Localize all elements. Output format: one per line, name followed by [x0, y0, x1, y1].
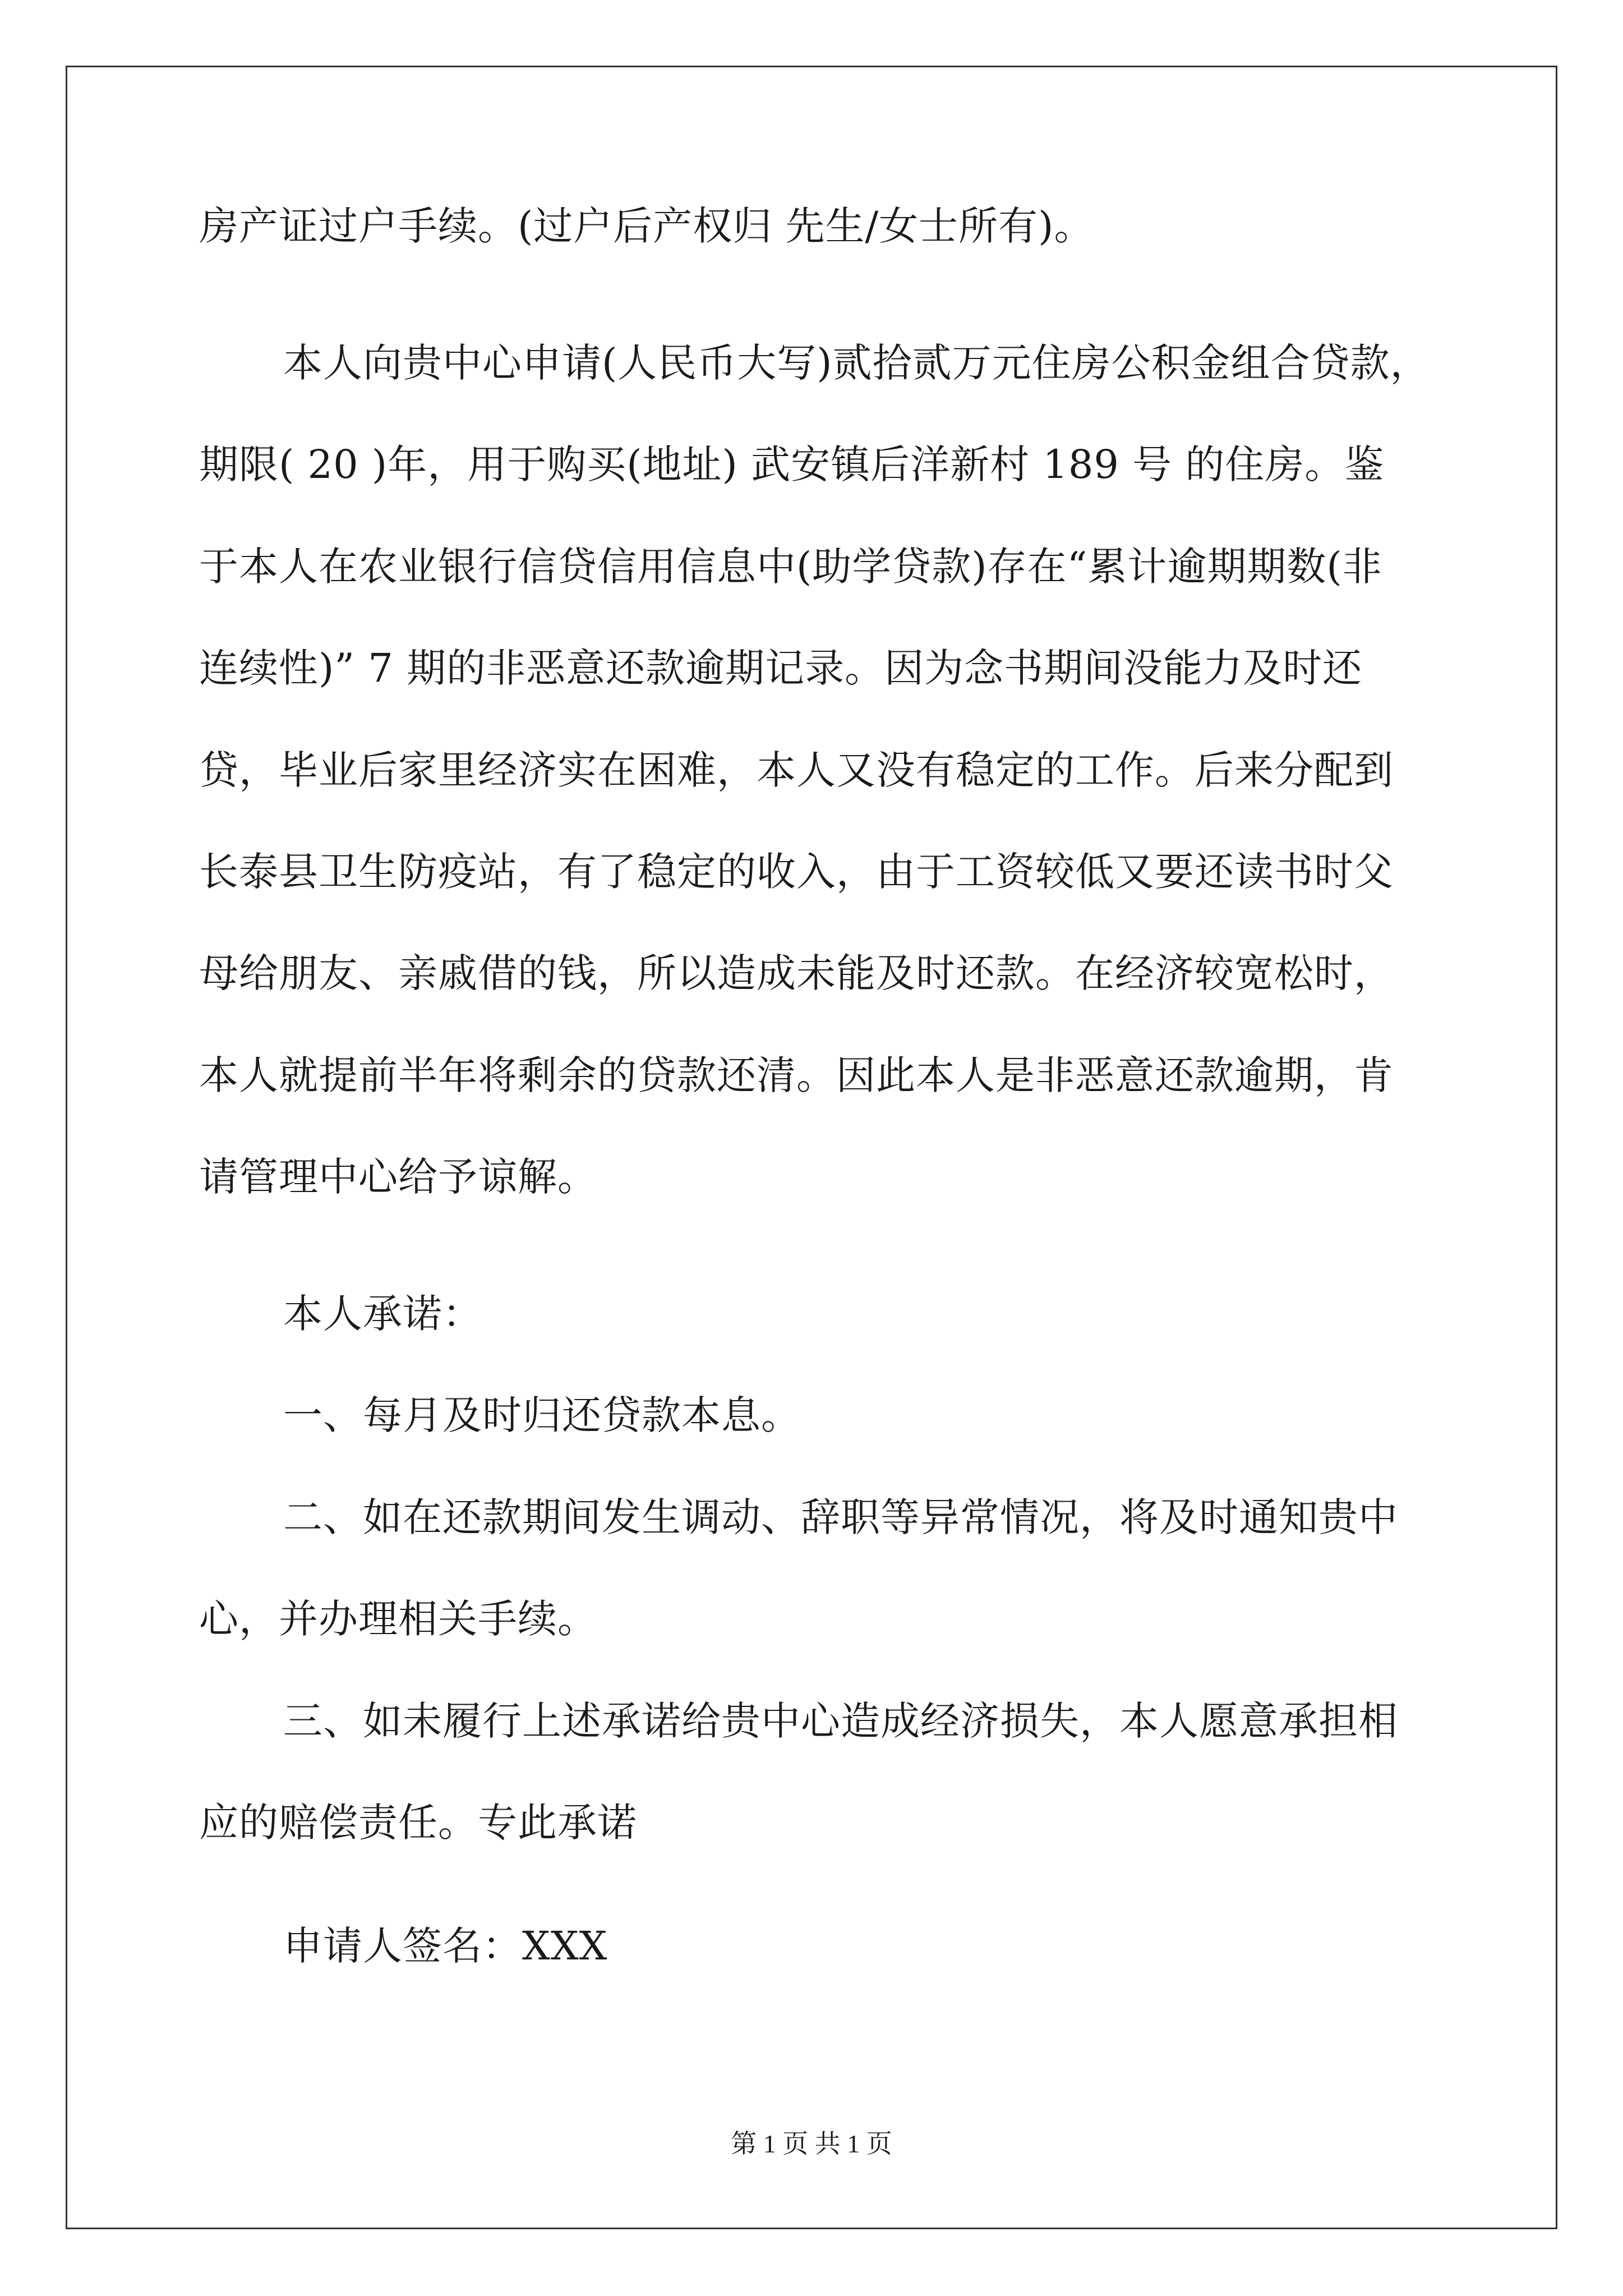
text-line: 本人就提前半年将剩余的贷款还清。因此本人是非恶意还款逾期，肯	[199, 1052, 1394, 1098]
page-number: 第 1 页 共 1 页	[731, 2129, 892, 2158]
text-line: 于本人在农业银行信贷信用信息中(助学贷款)存在“累计逾期期数(非	[199, 544, 1382, 590]
text-line: 本人承诺：	[283, 1291, 482, 1337]
text-line: 请管理中心给予谅解。	[199, 1154, 597, 1200]
text-line: 连续性)” 7 期的非恶意还款逾期记录。因为念书期间没能力及时还	[199, 645, 1363, 691]
text-line: 母给朋友、亲戚借的钱，所以造成未能及时还款。在经济较宽松时，	[199, 950, 1394, 996]
text-line: 房产证过户手续。(过户后产权归 先生/女士所有)。	[199, 203, 1094, 249]
text-line: 二、如在还款期间发生调动、辞职等异常情况，将及时通知贵中	[283, 1494, 1398, 1540]
text-line: 本人向贵中心申请(人民币大写)贰拾贰万元住房公积金组合贷款，	[283, 340, 1430, 386]
text-line: 一、每月及时归还贷款本息。	[283, 1392, 801, 1438]
text-line: 贷，毕业后家里经济实在困难，本人又没有稳定的工作。后来分配到	[199, 747, 1394, 793]
text-line: 心，并办理相关手续。	[199, 1596, 597, 1642]
text-line: 三、如未履行上述承诺给贵中心造成经济损失，本人愿意承担相	[283, 1698, 1398, 1744]
text-line: 期限( 20 )年，用于购买(地址) 武安镇后洋新村 189 号 的住房。鉴	[199, 441, 1385, 487]
text-line: 应的赔偿责任。专此承诺	[199, 1800, 637, 1846]
signature-line: 申请人签名：XXX	[283, 1923, 608, 1969]
text-line: 长泰县卫生防疫站，有了稳定的收入，由于工资较低又要还读书时父	[199, 849, 1394, 895]
